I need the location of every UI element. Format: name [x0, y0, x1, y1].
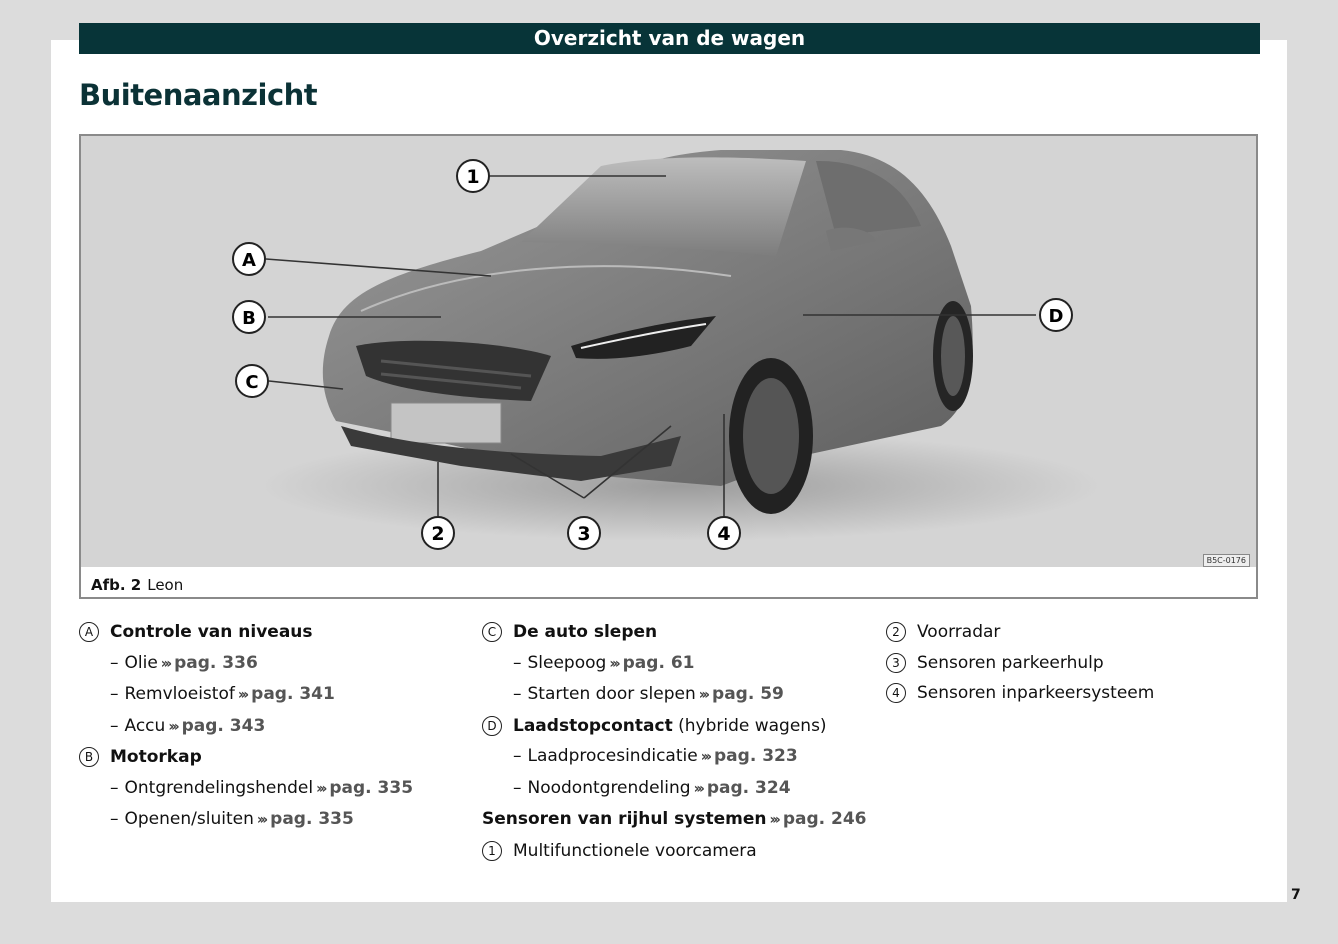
legend-marker-1: 1: [482, 841, 502, 861]
ref-arrow: ›››: [700, 749, 710, 765]
legend-row: [482, 741, 866, 773]
callout-b: B: [242, 308, 256, 329]
legend-row: [886, 617, 1154, 648]
legend-row: [886, 648, 1154, 679]
legend-item-text: Olie: [124, 652, 158, 673]
legend-column-1: [79, 617, 413, 836]
ref-arrow: ›››: [769, 812, 778, 828]
car-illustration: [81, 136, 1256, 567]
legend-marker-b: B: [79, 747, 99, 767]
legend-label: Voorradar: [917, 622, 1001, 642]
legend-item-text: Starten door slepen: [527, 684, 696, 704]
legend-note: (hybride wagens): [678, 715, 827, 736]
ref-arrow: ›››: [316, 780, 325, 797]
callout-d: D: [1048, 306, 1064, 327]
legend-item-text: Ontgrendelingshendel: [124, 777, 314, 798]
legend-row: [482, 648, 866, 680]
ref-arrow: ›››: [237, 687, 247, 703]
list-dash: –: [110, 684, 119, 704]
legend-marker-d: D: [482, 716, 502, 736]
legend-row: [79, 648, 413, 680]
callout-1: 1: [466, 166, 480, 188]
legend-row: [79, 711, 413, 743]
legend-row: [886, 678, 1154, 709]
ref-arrow: ›››: [168, 718, 177, 735]
list-dash: –: [110, 652, 119, 673]
list-dash: –: [110, 777, 119, 798]
list-dash: –: [513, 652, 522, 673]
chapter-banner: Overzicht van de wagen: [79, 23, 1260, 54]
page-ref: pag. 246: [782, 809, 867, 829]
callout-a: A: [242, 250, 256, 271]
legend-marker-3: 3: [886, 653, 906, 673]
figure-caption-text: Leon: [147, 576, 184, 594]
legend-item-text: Openen/sluiten: [124, 809, 254, 829]
page-ref: pag. 341: [251, 684, 335, 704]
list-dash: –: [513, 777, 522, 798]
callout-c: C: [245, 372, 259, 393]
legend-item-text: Laadprocesindicatie: [527, 746, 698, 766]
page-ref: pag. 335: [270, 809, 354, 829]
legend-item-text: Noodontgrendeling: [527, 777, 691, 798]
legend-label: Controle van niveaus: [110, 622, 313, 642]
legend-row: [79, 617, 413, 648]
legend-label: Multifunctionele voorcamera: [513, 840, 757, 861]
legend-row: [482, 617, 866, 648]
legend-row: [79, 804, 413, 836]
legend-item-text: Accu: [124, 715, 166, 736]
legend-marker-a: A: [79, 622, 99, 642]
legend-marker-4: 4: [886, 683, 906, 703]
list-dash: –: [110, 809, 119, 829]
image-code: B5C-0176: [1203, 554, 1250, 567]
legend-row: [79, 742, 413, 773]
legend-item-text: Remvloeistof: [124, 684, 235, 704]
figure-label: Afb. 2: [91, 576, 142, 594]
legend-row: [482, 711, 866, 742]
figure: [79, 134, 1258, 599]
list-dash: –: [513, 746, 522, 766]
legend-label: De auto slepen: [513, 622, 658, 642]
callout-4: 4: [717, 523, 731, 545]
legend-row: [482, 836, 866, 867]
legend-column-2: [482, 617, 866, 866]
legend-row: [482, 804, 866, 836]
page-ref: pag. 324: [706, 777, 791, 798]
ref-arrow: ›››: [160, 655, 170, 672]
ref-arrow: ›››: [256, 812, 266, 828]
legend-marker-c: C: [482, 622, 502, 642]
page-ref: pag. 343: [181, 715, 266, 736]
legend-row: [482, 773, 866, 805]
figure-caption: [91, 576, 183, 594]
legend-label: Laadstopcontact: [513, 715, 673, 736]
list-dash: –: [513, 684, 522, 704]
legend-row: [482, 679, 866, 711]
page-ref: pag. 59: [712, 684, 784, 704]
legend-row: [79, 679, 413, 711]
legend-marker-2: 2: [886, 622, 906, 642]
page-ref: pag. 61: [622, 652, 695, 673]
page-number: 7: [1291, 887, 1301, 903]
page-title: Buitenaanzicht: [79, 78, 318, 112]
legend-label: Motorkap: [110, 747, 202, 767]
ref-arrow: ›››: [609, 655, 618, 672]
page-ref: pag. 323: [714, 746, 798, 766]
legend-label: Sensoren inparkeersysteem: [917, 683, 1155, 703]
ref-arrow: ›››: [698, 687, 708, 703]
legend-column-3: [886, 617, 1154, 709]
section-heading: Sensoren van rijhul systemen: [482, 809, 767, 829]
page-ref: pag. 336: [174, 652, 258, 673]
callout-3: 3: [577, 523, 591, 545]
list-dash: –: [110, 715, 119, 736]
legend-label: Sensoren parkeerhulp: [917, 652, 1104, 673]
page-ref: pag. 335: [329, 777, 414, 798]
legend-item-text: Sleepoog: [527, 652, 607, 673]
callout-2: 2: [431, 523, 445, 545]
legend-row: [79, 773, 413, 805]
ref-arrow: ›››: [693, 780, 702, 797]
